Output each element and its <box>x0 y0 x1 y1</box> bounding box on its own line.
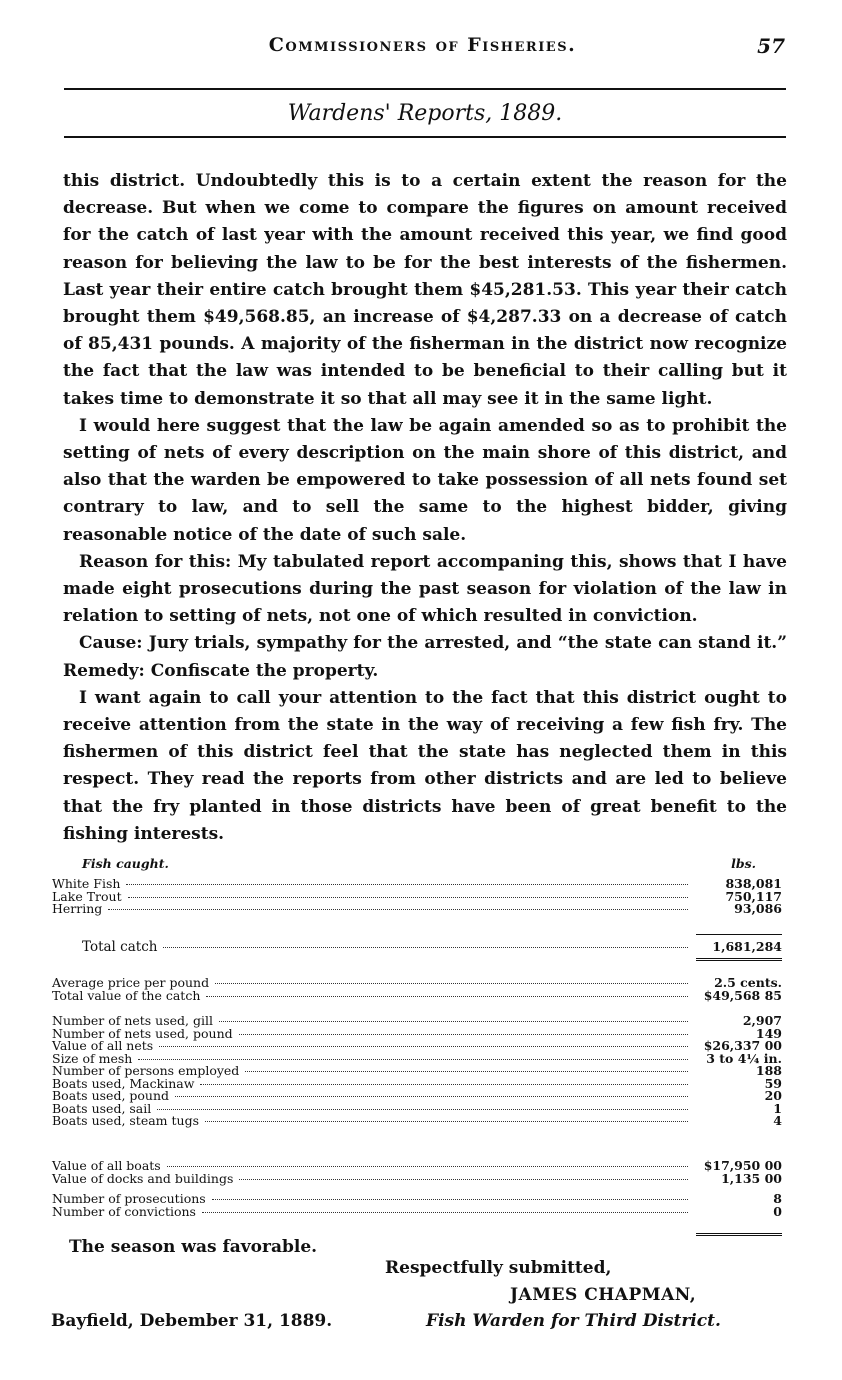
row-value: 59 <box>764 1075 782 1091</box>
row-value: 4 <box>773 1113 782 1128</box>
table-row <box>52 938 782 956</box>
subtotal-rule <box>696 934 782 935</box>
signer-name: JAMES CHAPMAN, <box>510 1285 697 1305</box>
price-group <box>52 977 782 1002</box>
paragraph: I want again to call your attention to the fact that this district ought to receive attention from the state in the way of receiving a few fish fry. The fishermen of this district feel that the state has neglected them in this respect. They read the reports from other districts and are led to believe that the fry planted in those districts have been of great benefit to the fishing interests. <box>63 687 787 844</box>
leader-dots <box>175 1096 688 1097</box>
row-label: Number of prosecutions <box>52 1191 206 1206</box>
table-row <box>52 888 782 904</box>
row-label: Value of all boats <box>52 1158 161 1173</box>
table-row <box>52 1025 782 1041</box>
table-row <box>52 903 782 916</box>
header-rule-bottom <box>64 136 786 138</box>
closing-salutation: Respectfully submitted, <box>385 1258 612 1278</box>
row-label: Size of mesh <box>52 1050 133 1066</box>
row-label: Lake Trout <box>52 888 122 904</box>
table-row <box>52 878 782 891</box>
table-row <box>52 1040 782 1053</box>
equipment-group <box>52 1015 782 1128</box>
row-label: Herring <box>52 901 103 916</box>
running-head <box>60 34 785 64</box>
paragraph: I would here suggest that the law be again amended so as to prohibit the setting of nets of every description on the main shore of this district, and also that the warden be empowered to take possession of all nets found set contrary to law, and to sell the same to the highest bidder, giving reasonable notice of the date of such sale. <box>63 415 787 545</box>
row-value: 0 <box>773 1203 782 1219</box>
row-value: 3 to 4¼ in. <box>706 1050 782 1066</box>
leader-dots <box>138 1059 688 1060</box>
leader-dots <box>163 947 688 948</box>
row-value: 838,081 <box>725 876 782 891</box>
property-value-group <box>52 1160 782 1185</box>
leader-dots <box>215 983 688 984</box>
leader-dots <box>202 1212 688 1213</box>
row-value: 750,117 <box>725 888 782 904</box>
fish-caught-group <box>52 878 782 916</box>
row-label: Average price per pound <box>52 975 210 990</box>
row-value: $17,950 00 <box>703 1158 782 1173</box>
leader-dots <box>159 1046 688 1047</box>
leader-dots <box>157 1109 688 1110</box>
leader-dots <box>245 1071 688 1072</box>
row-value: 2,907 <box>742 1013 782 1028</box>
signer-title: Fish Warden for Third District. <box>426 1311 721 1331</box>
row-label: Boats used, sail <box>52 1100 152 1116</box>
row-label: Boats used, pound <box>52 1088 170 1103</box>
row-label: Value of all nets <box>52 1038 154 1053</box>
leader-dots <box>212 1199 688 1200</box>
running-title: Commissioners of Fisheries. <box>268 34 577 56</box>
paragraph: this district. Undoubtedly this is to a certain extent the reason for the decrease. But when we come to compare the figures on amount received for the catch of last year with the amount received this year, we find good reason for believing the law to be for the best interests of the fishermen. Last year their entire catch brought them $45,281.53. This year their catch brought them $49,568.85, an increase of $4,287.33 on a decrease of catch of 85,431 pounds. A majority of the fisherman in the district now recognize the fact that the law was intended to be beneficial to their calling but it takes time to demonstrate it so that all may see it in the same light. <box>63 171 787 409</box>
report-body <box>63 168 787 848</box>
column-header-lbs: lbs. <box>731 856 756 871</box>
prosecutions-group <box>52 1193 782 1218</box>
header-rule-top <box>64 88 786 90</box>
page-number: 57 <box>757 34 785 58</box>
row-label: Number of convictions <box>52 1203 196 1219</box>
row-label: Value of docks and buildings <box>52 1170 234 1186</box>
row-value: 1,681,284 <box>712 939 782 954</box>
total-double-rule <box>696 958 782 961</box>
row-label: Boats used, Mackinaw <box>52 1075 195 1091</box>
row-value: 149 <box>755 1025 782 1041</box>
row-label: Number of nets used, gill <box>52 1013 213 1028</box>
leader-dots <box>205 1121 688 1122</box>
leader-dots <box>219 1021 688 1022</box>
row-value: 1 <box>773 1100 782 1116</box>
row-label: Number of persons employed <box>52 1063 240 1078</box>
row-value: $26,337 00 <box>703 1038 782 1053</box>
table-row <box>52 1115 782 1128</box>
table-row <box>52 987 782 1003</box>
table-row <box>52 1203 782 1219</box>
row-value: 8 <box>773 1191 782 1206</box>
leader-dots <box>128 897 688 898</box>
leader-dots <box>239 1179 688 1180</box>
total-catch-group <box>52 938 782 956</box>
column-header-fish: Fish caught. <box>82 856 169 871</box>
row-value: $49,568 85 <box>703 987 782 1003</box>
table-row <box>52 1090 782 1103</box>
table-end-rule <box>696 1233 782 1236</box>
leader-dots <box>126 884 688 885</box>
paragraph: Reason for this: My tabulated report accompaning this, shows that I have made eight prosecutions during the past season for violation of the law in relation to setting of nets, not one of which resulted in conviction. <box>63 551 787 627</box>
row-value: 93,086 <box>734 901 782 916</box>
row-value: 1,135 00 <box>721 1170 782 1186</box>
leader-dots <box>108 909 688 910</box>
row-label: Total value of the catch <box>52 987 201 1003</box>
row-value: 20 <box>764 1088 782 1103</box>
section-subtitle: Wardens' Reports, 1889. <box>287 101 563 126</box>
leader-dots <box>200 1084 688 1085</box>
season-note: The season was favorable. <box>69 1237 318 1257</box>
table-row <box>52 1170 782 1186</box>
leader-dots <box>167 1166 688 1167</box>
table-header <box>52 856 782 874</box>
place-and-date: Bayfield, Debember 31, 1889. <box>51 1311 333 1331</box>
row-value: 188 <box>755 1063 782 1078</box>
row-label: Total catch <box>82 939 158 955</box>
paragraph: Cause: Jury trials, sympathy for the arrested, and “the state can stand it.” Remedy: Confiscate the property. <box>63 633 787 681</box>
leader-dots <box>239 1034 688 1035</box>
leader-dots <box>206 996 688 997</box>
row-label: Number of nets used, pound <box>52 1025 233 1041</box>
row-value: 2.5 cents. <box>714 975 782 990</box>
row-label: White Fish <box>52 876 121 891</box>
row-label: Boats used, steam tugs <box>52 1113 199 1128</box>
